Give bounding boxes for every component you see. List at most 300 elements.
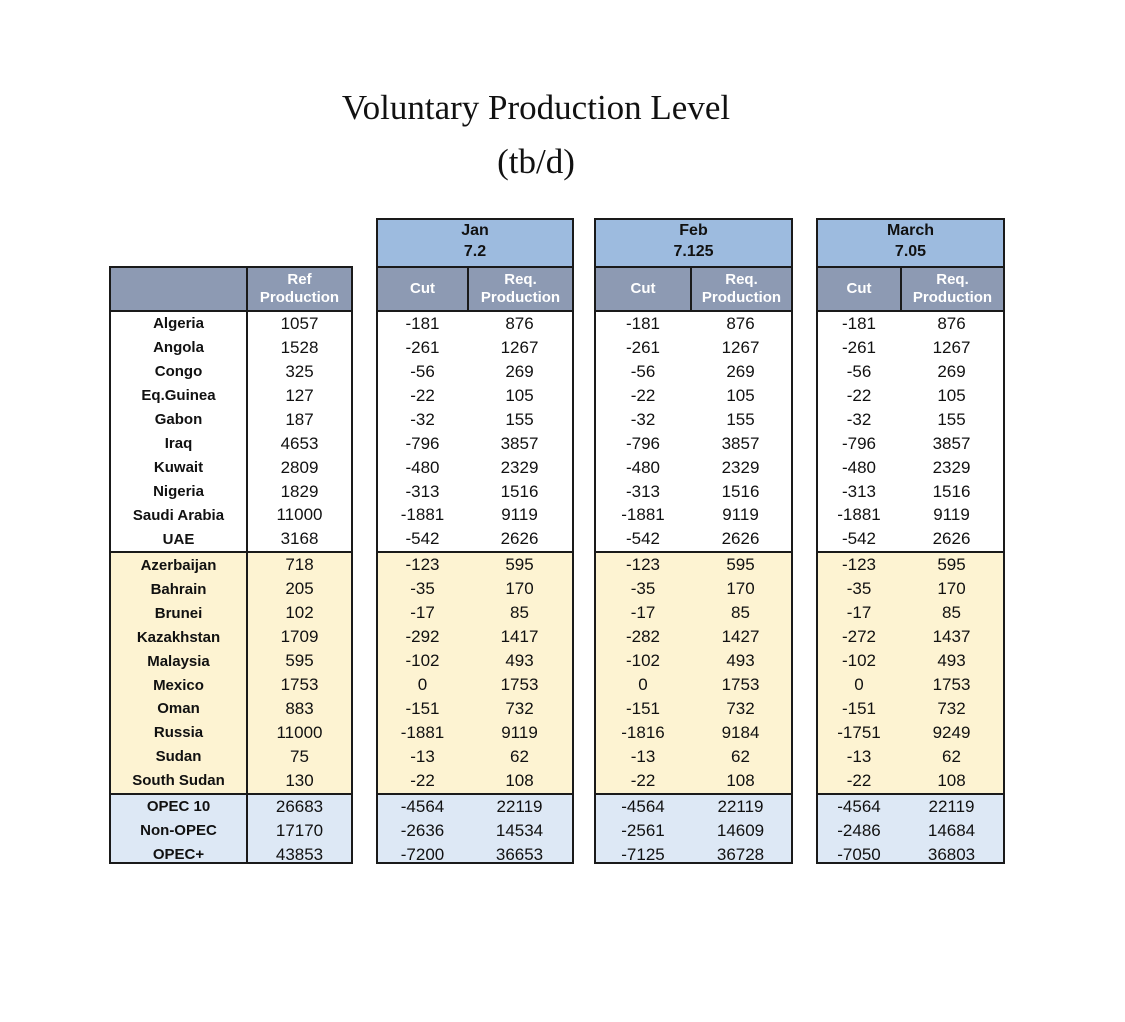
cut-value: -313 <box>625 481 661 501</box>
cut-value: -181 <box>405 313 440 333</box>
table-row <box>378 649 572 673</box>
table-row <box>111 625 351 649</box>
cut-value: -796 <box>405 433 440 453</box>
req-production-value: 9119 <box>501 505 538 525</box>
req-production-value: 170 <box>505 579 534 599</box>
table-row <box>596 480 791 504</box>
req-production-value: 14684 <box>927 820 976 840</box>
country-name: Nigeria <box>153 483 204 501</box>
req-header-line1: Req. <box>936 271 969 288</box>
table-row <box>818 336 1003 360</box>
cut-value: -22 <box>410 770 435 790</box>
req-production-value: 62 <box>942 746 961 766</box>
cut-value: -56 <box>410 361 435 381</box>
cut-value: -181 <box>841 313 877 333</box>
req-production-value: 2626 <box>500 529 539 549</box>
cut-value: -35 <box>630 579 656 599</box>
ref-production-value: 718 <box>246 553 351 577</box>
cut-value: 0 <box>417 675 428 695</box>
req-header-line2: Production <box>701 289 782 306</box>
table-row <box>818 360 1003 384</box>
column-header-row <box>816 266 1005 312</box>
cut-value: -102 <box>841 651 877 671</box>
cut-value: -4564 <box>400 796 445 816</box>
ref-production-value: 11000 <box>246 504 351 528</box>
req-production-value: 595 <box>505 555 534 575</box>
req-production-value: 155 <box>505 409 534 429</box>
cut-value: -17 <box>630 603 656 623</box>
table-row <box>596 673 791 697</box>
req-production-value: 732 <box>505 698 534 718</box>
ref-production-value: 43853 <box>246 843 351 864</box>
cut-value: -32 <box>410 409 435 429</box>
req-production-value: 155 <box>726 409 755 429</box>
cut-value: -313 <box>841 481 877 501</box>
column-header-row <box>594 266 793 312</box>
cut-value: -480 <box>625 457 661 477</box>
req-production-column-header <box>467 268 572 310</box>
country-name: Bahrain <box>150 580 207 598</box>
month-name-header: Feb <box>594 218 793 243</box>
req-production-value: 108 <box>505 770 534 790</box>
table-row <box>111 721 351 745</box>
req-production-value: 1753 <box>721 675 760 695</box>
table-row <box>378 551 572 577</box>
table-row <box>111 793 351 819</box>
req-production-value: 36803 <box>927 844 976 864</box>
table-row <box>818 793 1003 819</box>
req-production-value: 876 <box>505 313 534 333</box>
table-row <box>378 697 572 721</box>
country-name: Angola <box>153 339 204 357</box>
req-production-value: 14609 <box>716 820 765 840</box>
cut-value: -181 <box>625 313 661 333</box>
req-production-value: 1417 <box>500 627 539 647</box>
table-row <box>818 504 1003 528</box>
table-row <box>596 577 791 601</box>
cut-value: -13 <box>630 746 656 766</box>
country-name: UAE <box>162 530 195 548</box>
req-production-value: 493 <box>505 651 534 671</box>
cut-value: -123 <box>625 555 661 575</box>
cut-value: -542 <box>841 529 877 549</box>
table-row <box>596 745 791 769</box>
ref-production-header <box>246 268 351 310</box>
req-production-value: 105 <box>505 385 534 405</box>
table-row <box>818 551 1003 577</box>
ref-production-value: 595 <box>246 649 351 673</box>
month-name-header: March <box>816 218 1005 243</box>
table-row <box>378 480 572 504</box>
cut-value: -4564 <box>837 796 881 816</box>
ref-header-line2: Production <box>259 289 340 306</box>
table-row <box>596 336 791 360</box>
month-table-body <box>594 312 793 864</box>
month-total-cut-header: 7.05 <box>816 241 1005 268</box>
table-row <box>111 601 351 625</box>
table-row <box>596 527 791 551</box>
table-row <box>818 384 1003 408</box>
country-name: Kuwait <box>153 459 204 477</box>
req-production-value: 155 <box>937 409 966 429</box>
table-row <box>111 769 351 793</box>
cut-value: -22 <box>846 385 872 405</box>
req-production-value: 2626 <box>932 529 971 549</box>
table-row <box>111 819 351 843</box>
req-production-value: 14534 <box>495 820 544 840</box>
table-row <box>378 819 572 843</box>
ref-table-body <box>109 312 353 864</box>
req-production-value: 85 <box>510 603 529 623</box>
req-production-value: 170 <box>937 579 966 599</box>
table-row <box>111 384 351 408</box>
ref-header-line1: Ref <box>287 271 312 288</box>
table-row <box>111 456 351 480</box>
cut-value: -22 <box>630 385 656 405</box>
req-production-value: 1516 <box>721 481 760 501</box>
req-header-line1: Req. <box>504 271 537 288</box>
table-row <box>596 408 791 432</box>
cut-value: -13 <box>410 746 435 766</box>
country-name: Algeria <box>153 315 204 333</box>
cut-value: -313 <box>405 481 440 501</box>
req-production-value: 595 <box>937 555 966 575</box>
req-production-value: 1753 <box>932 675 971 695</box>
table-row <box>111 649 351 673</box>
req-production-value: 493 <box>937 651 966 671</box>
table-row <box>818 432 1003 456</box>
ref-production-value: 1753 <box>246 673 351 697</box>
cut-value: -261 <box>625 337 661 357</box>
country-name: South Sudan <box>132 772 225 790</box>
req-production-value: 595 <box>726 555 755 575</box>
req-production-value: 22119 <box>928 796 975 816</box>
cut-value: -261 <box>841 337 877 357</box>
req-production-value: 269 <box>505 361 534 381</box>
cut-value: -123 <box>405 555 440 575</box>
table-row <box>596 432 791 456</box>
ref-production-value: 17170 <box>246 819 351 843</box>
table-row <box>596 793 791 819</box>
ref-production-value: 75 <box>246 745 351 769</box>
req-production-value: 1516 <box>932 481 971 501</box>
table-row <box>596 769 791 793</box>
table-row <box>111 408 351 432</box>
cut-value: -7200 <box>400 844 445 864</box>
cut-value: -2636 <box>400 820 445 840</box>
ref-production-value: 11000 <box>246 721 351 745</box>
ref-production-value: 325 <box>246 360 351 384</box>
req-production-value: 22119 <box>496 796 543 816</box>
ref-production-value: 205 <box>246 577 351 601</box>
country-name: Brunei <box>154 604 203 622</box>
country-name: Eq.Guinea <box>141 387 216 405</box>
table-row <box>378 673 572 697</box>
req-production-value: 2329 <box>500 457 539 477</box>
table-row <box>378 432 572 456</box>
req-production-value: 9119 <box>933 505 970 525</box>
req-production-value: 3857 <box>932 433 971 453</box>
req-production-value: 732 <box>937 698 966 718</box>
cut-value: -4564 <box>621 796 665 816</box>
table-row <box>378 504 572 528</box>
req-production-value: 36728 <box>716 844 765 864</box>
table-row <box>818 819 1003 843</box>
table-row <box>596 601 791 625</box>
table-row <box>111 432 351 456</box>
month-total-cut-header: 7.125 <box>594 241 793 268</box>
country-name: Azerbaijan <box>140 556 217 574</box>
cut-value: -102 <box>405 651 440 671</box>
ref-production-value: 1829 <box>246 480 351 504</box>
table-row <box>111 551 351 577</box>
ref-production-value: 4653 <box>246 432 351 456</box>
ref-production-value: 883 <box>246 697 351 721</box>
req-production-value: 85 <box>942 603 961 623</box>
cut-value: -17 <box>410 603 435 623</box>
ref-production-value: 187 <box>246 408 351 432</box>
req-production-value: 85 <box>731 603 750 623</box>
req-production-value: 9119 <box>722 505 759 525</box>
cut-value: -151 <box>841 698 877 718</box>
cut-column-header: Cut <box>410 280 435 297</box>
cut-value: -2561 <box>621 820 665 840</box>
country-name: Iraq <box>164 435 193 453</box>
req-production-value: 170 <box>726 579 755 599</box>
country-name: Oman <box>157 700 200 718</box>
cut-value: -796 <box>625 433 661 453</box>
table-row <box>111 480 351 504</box>
table-row <box>378 843 572 864</box>
cut-value: -480 <box>405 457 440 477</box>
table-row <box>378 745 572 769</box>
req-production-value: 3857 <box>721 433 760 453</box>
country-name: Gabon <box>154 411 203 429</box>
table-row <box>596 504 791 528</box>
req-header-line1: Req. <box>725 271 758 288</box>
table-row <box>596 649 791 673</box>
cut-value: -1816 <box>621 722 665 742</box>
country-header-cell <box>111 268 246 310</box>
table-row <box>111 673 351 697</box>
table-row <box>111 745 351 769</box>
req-production-value: 269 <box>726 361 755 381</box>
req-production-value: 1753 <box>500 675 539 695</box>
table-row <box>378 527 572 551</box>
req-production-value: 2329 <box>932 457 971 477</box>
cut-value: -123 <box>841 555 877 575</box>
table-row <box>111 577 351 601</box>
table-row <box>111 527 351 551</box>
cut-value: -22 <box>630 770 656 790</box>
cut-value: -1881 <box>400 505 445 525</box>
table-row <box>378 601 572 625</box>
req-header-line2: Production <box>912 289 993 306</box>
cut-value: -7125 <box>621 844 665 864</box>
table-row <box>111 312 351 336</box>
table-row <box>111 843 351 864</box>
cut-value: -22 <box>846 770 872 790</box>
country-name: Sudan <box>155 748 202 766</box>
req-production-value: 9249 <box>932 722 971 742</box>
cut-value: -32 <box>846 409 872 429</box>
table-row <box>818 312 1003 336</box>
table-row <box>378 769 572 793</box>
cut-value: -35 <box>846 579 872 599</box>
country-name: OPEC+ <box>152 846 205 864</box>
ref-production-value: 3168 <box>246 527 351 551</box>
country-name: Russia <box>153 724 204 742</box>
cut-value: -17 <box>846 603 872 623</box>
table-row <box>818 480 1003 504</box>
req-production-value: 36653 <box>495 844 544 864</box>
req-production-column-header <box>690 268 791 310</box>
table-row <box>818 697 1003 721</box>
table-row <box>596 721 791 745</box>
ref-production-value: 127 <box>246 384 351 408</box>
cut-value: -56 <box>630 361 656 381</box>
country-name: Mexico <box>153 676 204 694</box>
req-production-value: 22119 <box>717 796 764 816</box>
cut-value: -35 <box>410 579 435 599</box>
cut-value: -2486 <box>837 820 881 840</box>
cut-value: -1881 <box>837 505 881 525</box>
ref-production-value: 1709 <box>246 625 351 649</box>
table-row <box>378 577 572 601</box>
cut-value: -261 <box>405 337 440 357</box>
cut-value: -56 <box>846 361 872 381</box>
cut-value: -7050 <box>837 844 881 864</box>
req-production-value: 2329 <box>721 457 760 477</box>
country-name: OPEC 10 <box>146 798 211 816</box>
table-row <box>378 360 572 384</box>
country-name: Saudi Arabia <box>132 506 225 524</box>
table-row <box>818 673 1003 697</box>
column-header-row <box>376 266 574 312</box>
req-production-value: 62 <box>510 746 529 766</box>
req-production-value: 1437 <box>932 627 971 647</box>
table-row <box>818 769 1003 793</box>
ref-production-value: 1057 <box>246 312 351 336</box>
table-row <box>818 625 1003 649</box>
table-row <box>596 384 791 408</box>
cut-value: -292 <box>405 627 440 647</box>
cut-value: -102 <box>625 651 661 671</box>
country-name: Kazakhstan <box>136 628 221 646</box>
table-row <box>596 360 791 384</box>
table-row <box>818 408 1003 432</box>
country-name: Congo <box>154 363 203 381</box>
cut-value: -542 <box>625 529 661 549</box>
cut-value: -480 <box>841 457 877 477</box>
cut-value: 0 <box>854 675 864 695</box>
cut-value: -151 <box>405 698 440 718</box>
page-subtitle: (tb/d) <box>497 142 575 181</box>
cut-value: -151 <box>625 698 661 718</box>
cut-value: -22 <box>410 385 435 405</box>
table-row <box>818 745 1003 769</box>
req-production-value: 108 <box>726 770 755 790</box>
table-row <box>378 721 572 745</box>
ref-production-value: 2809 <box>246 456 351 480</box>
req-production-value: 732 <box>726 698 755 718</box>
cut-column-header: Cut <box>630 280 656 297</box>
cut-value: -796 <box>841 433 877 453</box>
table-row <box>378 408 572 432</box>
table-row <box>378 384 572 408</box>
table-row <box>596 819 791 843</box>
req-production-value: 62 <box>731 746 750 766</box>
cut-value: -1881 <box>621 505 665 525</box>
req-production-value: 493 <box>726 651 755 671</box>
table-row <box>111 697 351 721</box>
ref-column-header <box>109 266 353 312</box>
cut-value: -1751 <box>837 722 881 742</box>
page-title: Voluntary Production Level <box>341 88 731 127</box>
req-production-value: 9119 <box>501 722 538 742</box>
table-row <box>596 312 791 336</box>
table-row <box>596 697 791 721</box>
month-table-body <box>816 312 1005 864</box>
req-production-value: 876 <box>937 313 966 333</box>
table-row <box>818 577 1003 601</box>
table-row <box>818 527 1003 551</box>
table-row <box>596 456 791 480</box>
cut-value: -542 <box>405 529 440 549</box>
req-production-value: 269 <box>937 361 966 381</box>
table-row <box>818 456 1003 480</box>
req-production-value: 1267 <box>721 337 760 357</box>
table-row <box>111 504 351 528</box>
req-production-value: 3857 <box>500 433 539 453</box>
month-total-cut-header: 7.2 <box>376 241 574 268</box>
req-production-value: 1427 <box>721 627 760 647</box>
req-production-value: 1267 <box>932 337 971 357</box>
cut-value: -1881 <box>400 722 445 742</box>
cut-column-header: Cut <box>846 280 872 297</box>
cut-value: -13 <box>846 746 872 766</box>
table-row <box>818 721 1003 745</box>
req-header-line2: Production <box>480 289 561 306</box>
ref-production-value: 102 <box>246 601 351 625</box>
table-row <box>378 336 572 360</box>
req-production-value: 108 <box>937 770 966 790</box>
table-row <box>111 336 351 360</box>
ref-production-value: 1528 <box>246 336 351 360</box>
cut-value: -272 <box>841 627 877 647</box>
table-row <box>596 551 791 577</box>
month-name-header: Jan <box>376 218 574 243</box>
ref-production-value: 130 <box>246 769 351 793</box>
ref-production-value: 26683 <box>246 795 351 819</box>
table-row <box>378 312 572 336</box>
req-production-value: 1267 <box>500 337 539 357</box>
table-row <box>378 456 572 480</box>
country-name: Malaysia <box>147 652 210 670</box>
table-row <box>111 360 351 384</box>
table-row <box>818 601 1003 625</box>
table-row <box>818 649 1003 673</box>
cut-value: 0 <box>638 675 648 695</box>
table-row <box>596 625 791 649</box>
req-production-value: 105 <box>726 385 755 405</box>
req-production-value: 9184 <box>721 722 760 742</box>
table-row <box>378 793 572 819</box>
cut-value: -282 <box>625 627 661 647</box>
table-row <box>596 843 791 864</box>
req-production-value: 105 <box>937 385 966 405</box>
country-name: Non-OPEC <box>140 822 217 840</box>
